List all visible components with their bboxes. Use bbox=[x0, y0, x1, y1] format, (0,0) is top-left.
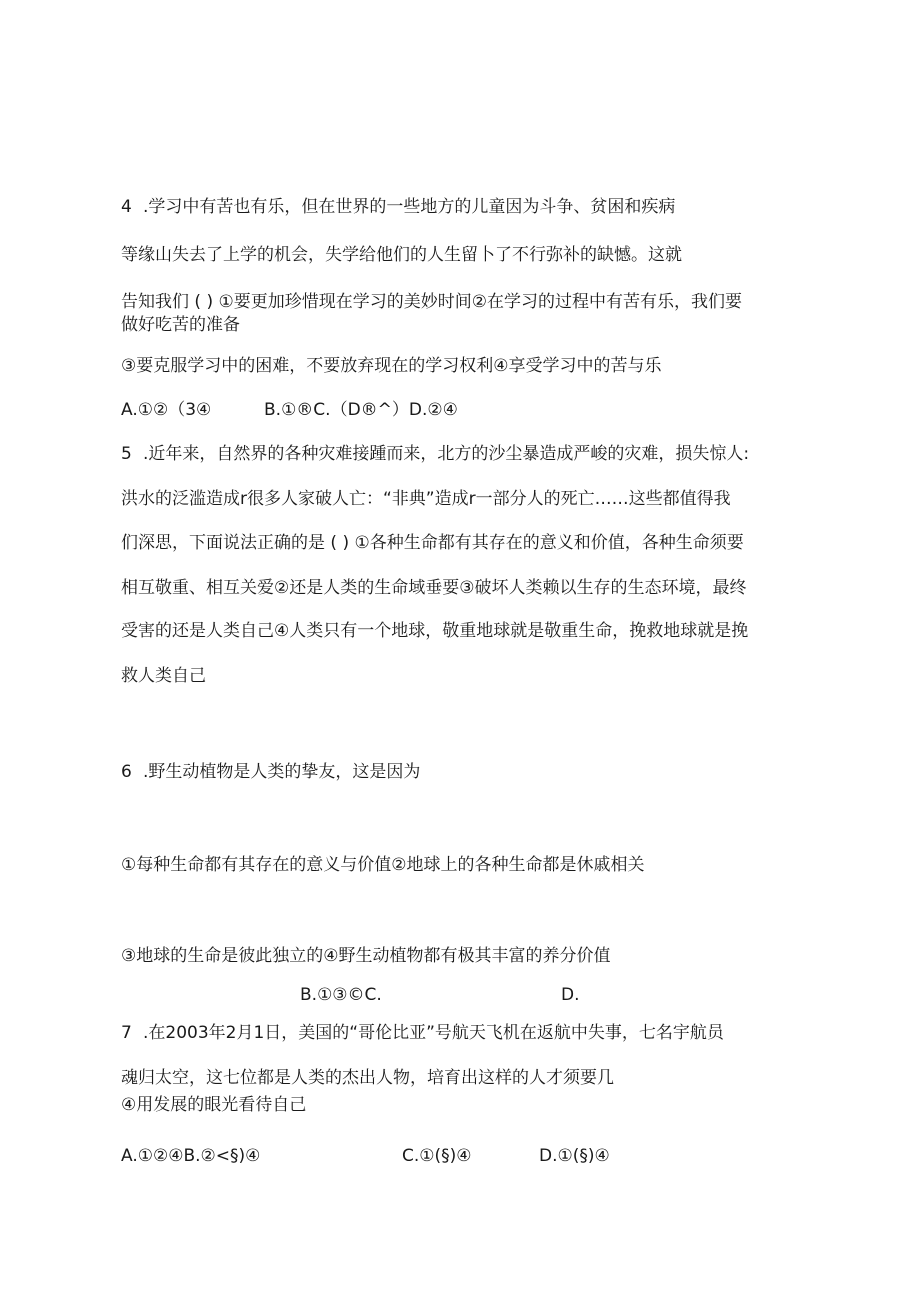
q4-line-1 bbox=[121, 196, 675, 218]
q6-options-bc: B.①③©C. bbox=[300, 985, 382, 1005]
q7-line-2: 魂归太空，这七位都是人类的杰出人物，培育出这样的人才须要几 bbox=[121, 1068, 614, 1088]
q5-line-5: 受害的还是人类自己④人类只有一个地球，敬重地球就是敬重生命，挽救地球就是挽 bbox=[121, 621, 749, 641]
q7-option-c: C.①(§)④ bbox=[402, 1146, 472, 1166]
q4-line-4: 做好吃苦的准备 bbox=[121, 315, 240, 335]
q5-number: 5 bbox=[121, 444, 132, 464]
q7-number: 7 bbox=[121, 1023, 132, 1043]
q4-line-3: 告知我们 ( ) ①要更加珍惜现在学习的美妙时间②在学习的过程中有苦有乐，我们要 bbox=[121, 292, 742, 312]
q6-option-d: D. bbox=[561, 985, 580, 1005]
q4-option-a: A.①②（3④ bbox=[121, 400, 212, 420]
q7-option-d: D.①(§)④ bbox=[539, 1146, 610, 1166]
q6-number: 6 bbox=[121, 762, 132, 782]
q5-line-1 bbox=[121, 443, 749, 465]
q7-line-3: ④用发展的眼光看待自己 bbox=[121, 1095, 307, 1115]
q5-line-6: 救人类自己 bbox=[121, 666, 206, 686]
q4-number: 4 bbox=[121, 197, 132, 217]
q7-line-1 bbox=[121, 1022, 724, 1044]
q4-line-5: ③要克服学习中的困难，不要放弃现在的学习权利④享受学习中的苦与乐 bbox=[121, 356, 662, 376]
q6-line-1 bbox=[121, 761, 420, 783]
q6-line-2: ①每种生命都有其存在的意义与价值②地球上的各种生命都是休戚相关 bbox=[121, 855, 645, 875]
q6-line-3: ③地球的生命是彼此独立的④野生动植物都有极其丰富的养分价值 bbox=[121, 946, 611, 966]
q5-line-4: 相互敬重、相互关爱②还是人类的生命域垂要③破坏人类赖以生存的生态环境，最终 bbox=[121, 578, 747, 598]
q4-line-2: 等缘山失去了上学的机会，失学给他们的人生留卜了不行弥补的缺憾。这就 bbox=[121, 245, 682, 265]
q6-stem: .野生动植物是人类的挚友，这是因为 bbox=[143, 762, 421, 782]
q7-stem: .在2003年2月1日，美国的“哥伦比亚”号航天飞机在返航中失事，七名宇航员 bbox=[143, 1023, 724, 1043]
q5-stem: .近年来，自然界的各种灾难接踵而来，北方的沙尘暴造成严峻的灾难，损失惊人: bbox=[143, 444, 750, 464]
q7-options-ab: A.①②④B.②<§)④ bbox=[121, 1146, 261, 1166]
q5-line-3: 们深思，下面说法正确的是 ( ) ①各种生命都有其存在的意义和价值，各种生命须要 bbox=[121, 533, 744, 553]
q4-stem: .学习中有苦也有乐，但在世界的一些地方的儿童因为斗争、贫困和疾病 bbox=[143, 197, 676, 217]
q5-line-2: 洪水的泛滥造成r很多人家破人亡：“非典”造成r一部分人的死亡……这些都值得我 bbox=[121, 489, 731, 509]
q4-options-bcd: B.①®C.（D®^）D.②④ bbox=[264, 400, 458, 420]
